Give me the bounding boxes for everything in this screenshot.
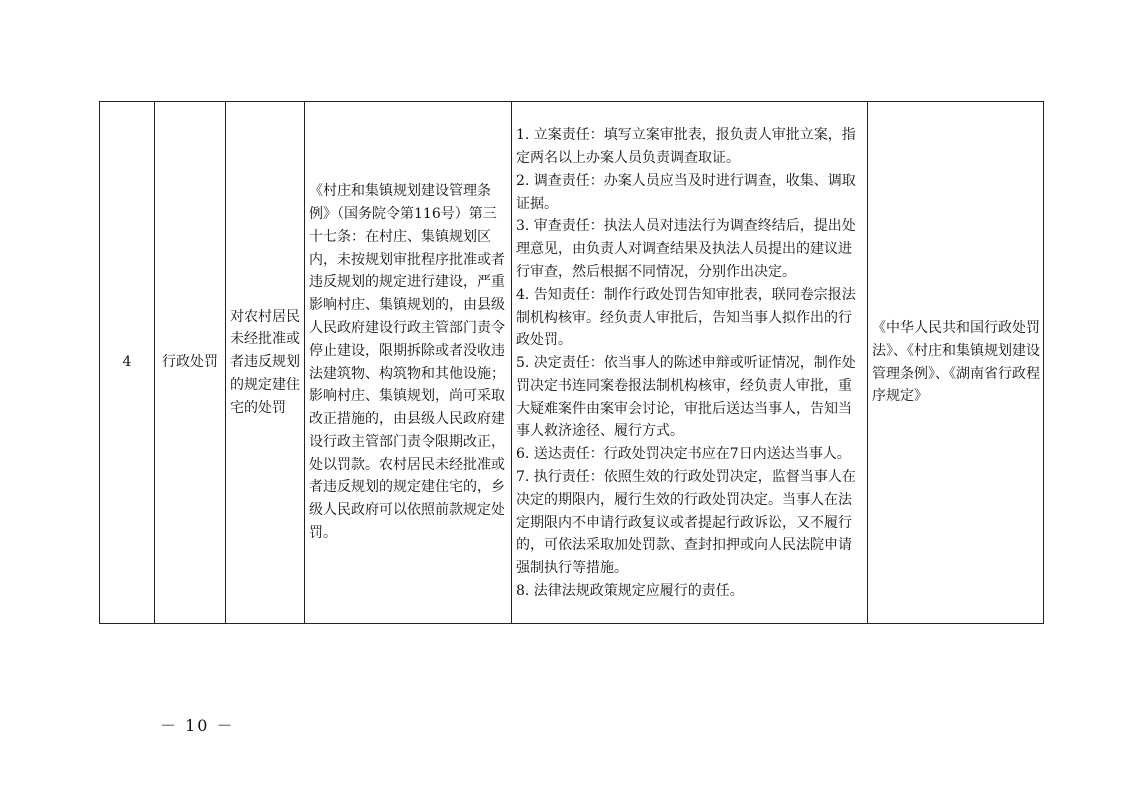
row-legal-source: 《中华人民共和国行政处罚法》、《村庄和集镇规划建设管理条例》、《湖南省行政程序规定》 [868, 102, 1044, 624]
responsibility-clause: 6. 送达责任：行政处罚决定书应在7日内送达当事人。 [516, 446, 851, 463]
row-category: 行政处罚 [155, 102, 226, 624]
row-responsibilities [512, 102, 868, 624]
responsibility-clause: 1. 立案责任：填写立案审批表，报负责人审批立案，指定两名以上办案人员负责调查取证。 [516, 127, 856, 166]
responsibility-table [99, 101, 1044, 624]
responsibility-clause: 3. 审查责任：执法人员对违法行为调查终结后，提出处理意见，由负责人对调查结果及执法人员提出的建议进行审查，然后根据不同情况，分别作出决定。 [516, 218, 856, 280]
responsibility-clause: 7. 执行责任：依照生效的行政处罚决定，监督当事人在决定的期限内，履行生效的行政处罚决定。当事人在法定期限内不申请行政复议或者提起行政诉讼，又不履行的，可依法采取加处罚款、查封扣押或向人民法院申请强制执行等措施。 [516, 469, 856, 577]
responsibility-clause: 4. 告知责任：制作行政处罚告知审批表，联同卷宗报法制机构核审。经负责人审批后，告知当事人拟作出的行政处罚。 [516, 286, 856, 349]
responsibility-clause: 8. 法律法规政策规定应履行的责任。 [516, 583, 744, 600]
responsibility-clause: 5. 决定责任：依当事人的陈述申辩或听证情况，制作处罚决定书连同案卷报法制机构核审，经负责人审批，重大疑难案件由案审会讨论，审批后送达当事人，告知当事人救济途径、履行方式。 [516, 355, 856, 440]
table-row [100, 102, 1044, 624]
row-legal-basis: 《村庄和集镇规划建设管理条例》（国务院令第116号）第三十七条：在村庄、集镇规划区内，未按规划审批程序批准或者违反规划的规定进行建设，严重影响村庄、集镇规划的，由县级人民政府建设行政主管部门责令停止建设，限期拆除或者没收违法建筑物、构筑物和其他设施；影响村庄、集镇规划，尚可采取改正措施的，由县级人民政府建设行政主管部门责令限期改正，处以罚款。农村居民未经批准或者违反规划的规定建住宅的，乡级人民政府可以依照前款规定处罚。 [305, 102, 512, 624]
row-number: 4 [100, 102, 155, 624]
row-item-name: 对农村居民未经批准或者违反规划的规定建住宅的处罚 [226, 102, 305, 624]
responsibility-clause: 2. 调查责任：办案人员应当及时进行调查，收集、调取证据。 [516, 172, 856, 212]
page-number: － 10 － [160, 716, 235, 735]
